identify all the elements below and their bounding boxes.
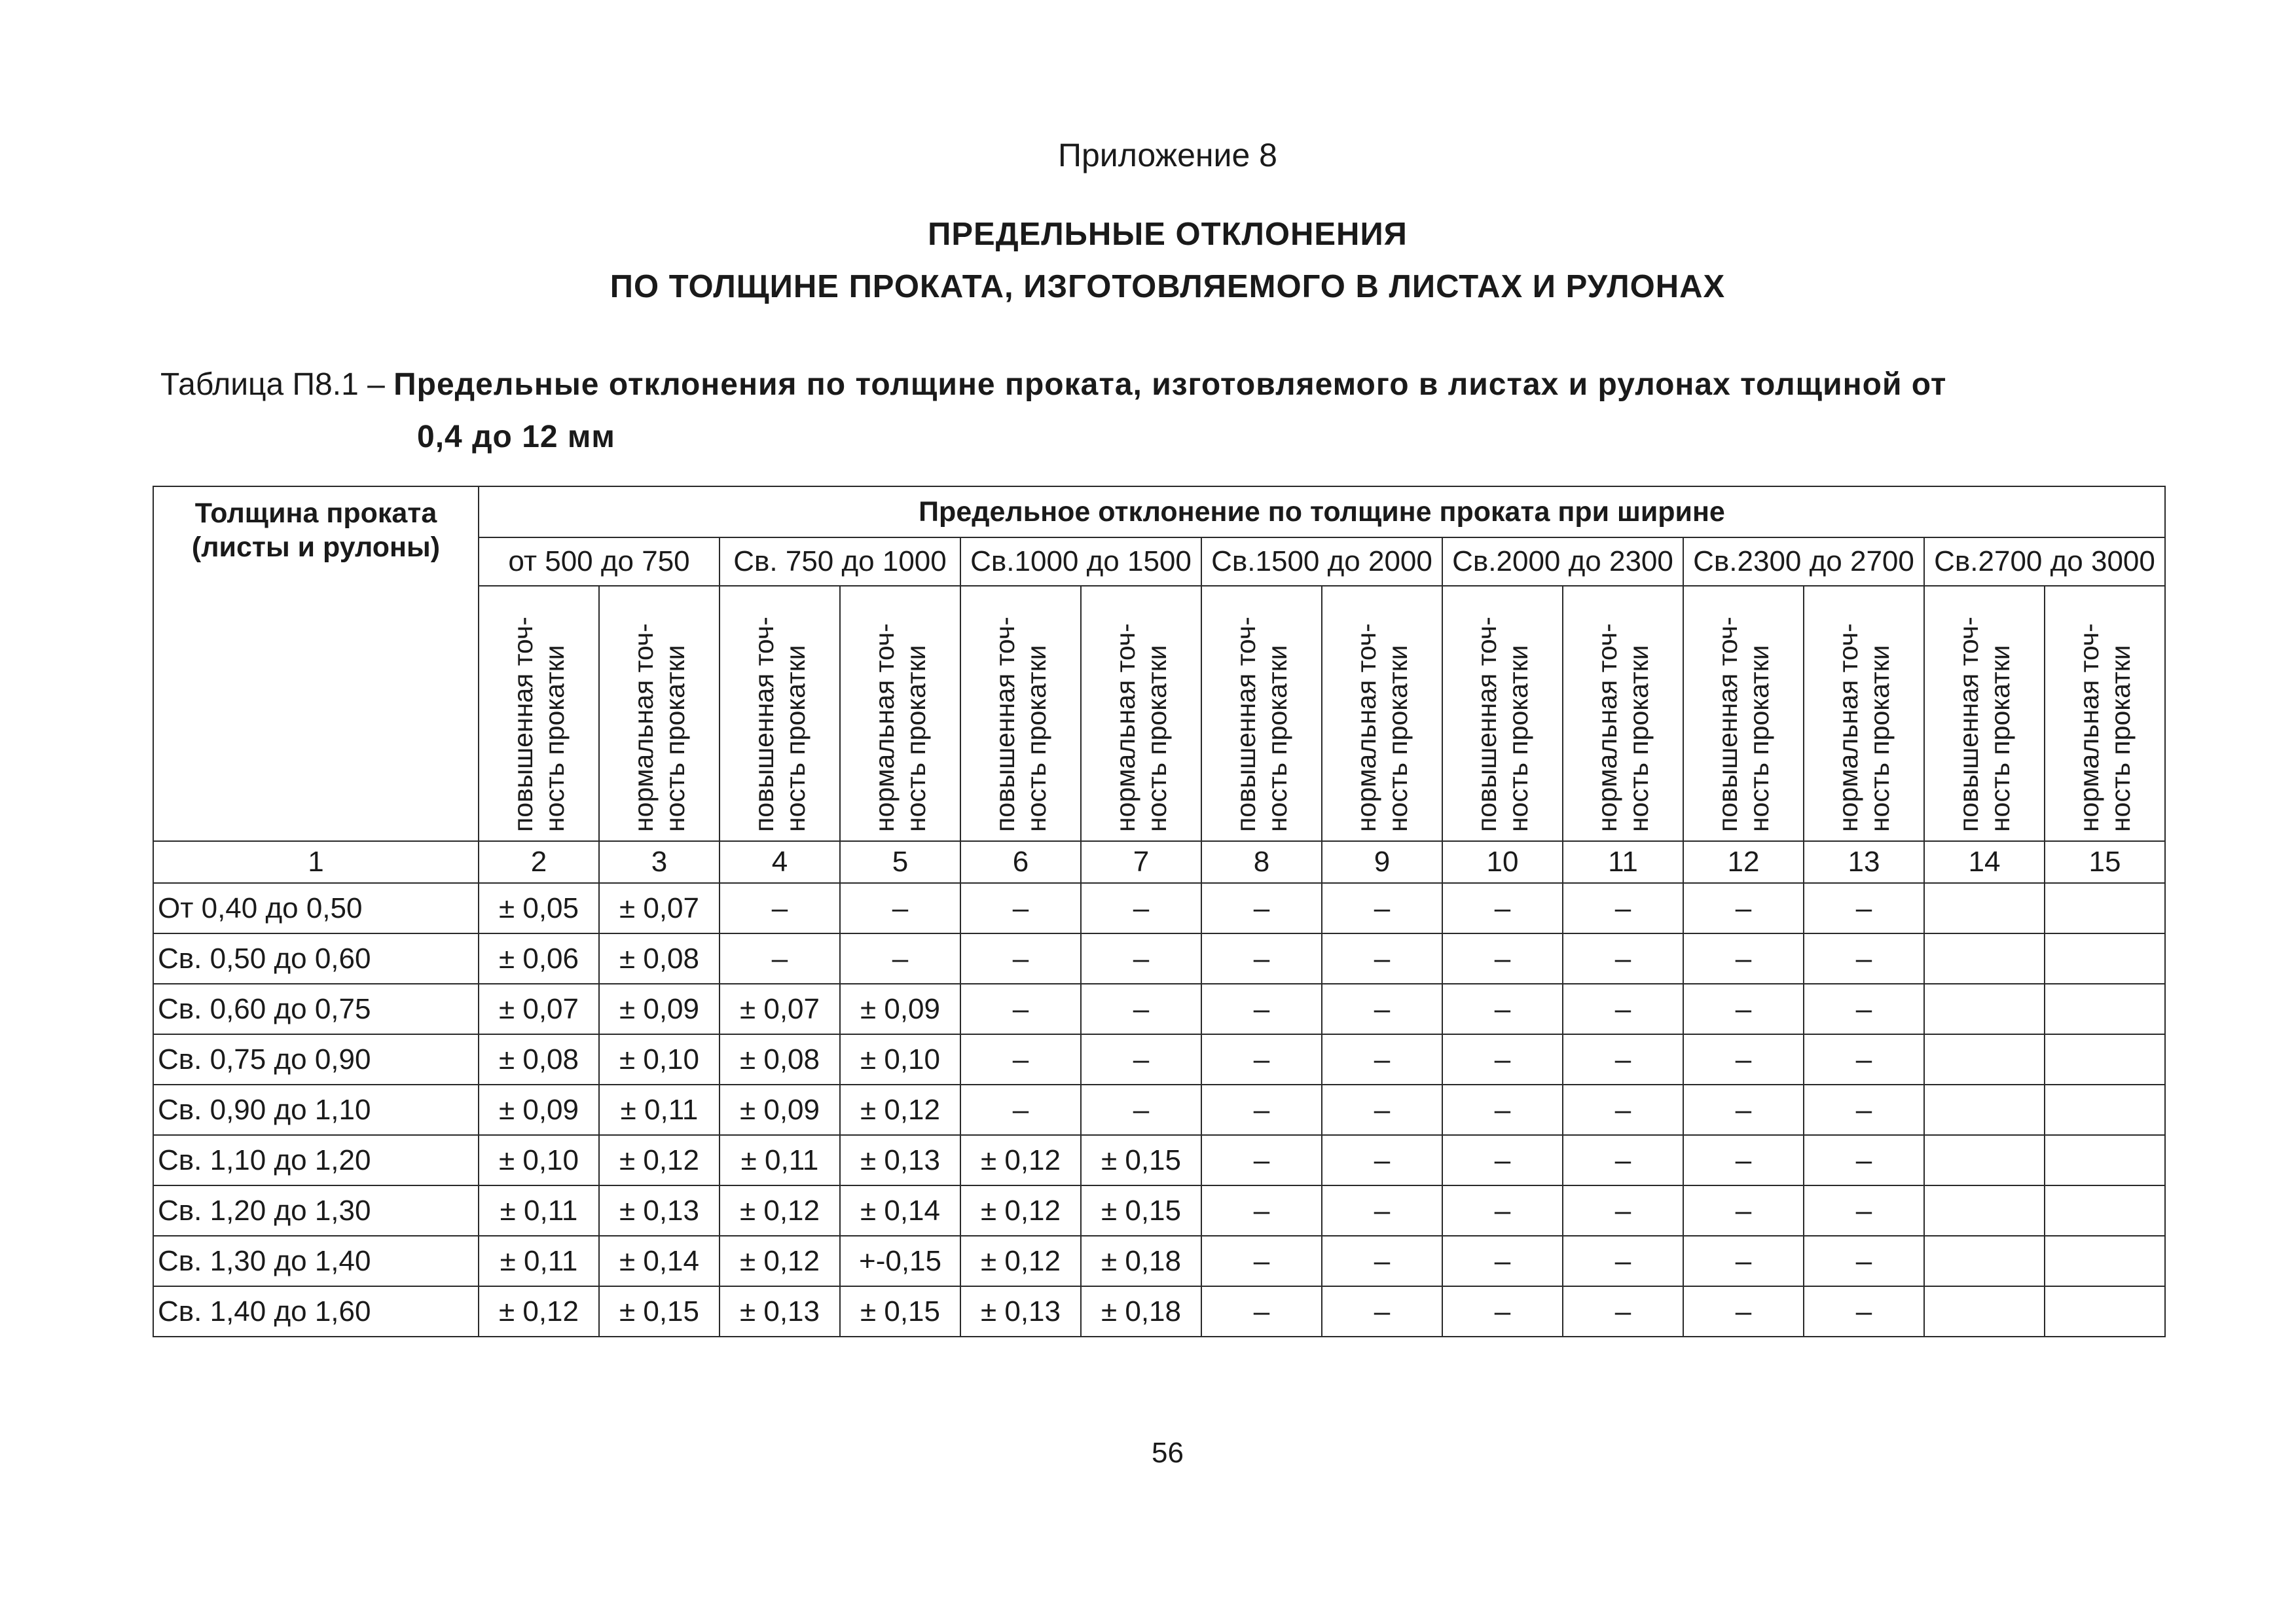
table-cell: ± 0,10 <box>479 1135 599 1185</box>
table-caption-prefix: Таблица П8.1 – <box>160 367 394 402</box>
table-cell: – <box>1201 883 1322 933</box>
table-cell: – <box>1201 1236 1322 1286</box>
row-label: Св. 0,75 до 0,90 <box>153 1034 479 1085</box>
table-cell: – <box>1683 1286 1804 1337</box>
table-cell: ± 0,12 <box>720 1185 840 1236</box>
table-cell: – <box>1442 883 1563 933</box>
accuracy-label: повышенная точ-ность прокатки <box>1472 616 1533 832</box>
table-cell: – <box>1442 1034 1563 1085</box>
row-label: Св. 0,50 до 0,60 <box>153 933 479 984</box>
accuracy-header-increased <box>1924 586 2045 841</box>
width-group-header: от 500 до 750 <box>479 537 720 586</box>
table-cell: – <box>1322 883 1442 933</box>
table-row <box>153 1135 2165 1185</box>
table-cell: – <box>1683 883 1804 933</box>
table-cell: – <box>1322 933 1442 984</box>
column-number: 4 <box>720 841 840 883</box>
table-cell <box>2045 1236 2165 1286</box>
accuracy-label: нормальная точ-ность прокатки <box>629 623 690 832</box>
table-cell <box>2045 1135 2165 1185</box>
table-cell <box>2045 1034 2165 1085</box>
table-cell: – <box>1804 1236 1924 1286</box>
deviation-table <box>153 486 2166 1337</box>
table-cell: – <box>1804 1085 1924 1135</box>
table-cell: – <box>840 883 960 933</box>
table-caption-title: Предельные отклонения по толщине проката, изготовляемого в листах и рулонах толщиной от <box>393 367 1947 402</box>
table-cell: – <box>1563 883 1683 933</box>
table-cell: – <box>1563 1135 1683 1185</box>
table-row <box>153 1185 2165 1236</box>
table-cell: – <box>1442 1286 1563 1337</box>
table-cell: ± 0,09 <box>599 984 720 1034</box>
table-cell <box>1924 1034 2045 1085</box>
table-cell <box>1924 1135 2045 1185</box>
table-cell: – <box>1563 1236 1683 1286</box>
column-number: 2 <box>479 841 599 883</box>
table-cell: – <box>1442 1135 1563 1185</box>
table-cell <box>1924 984 2045 1034</box>
row-label: Св. 0,90 до 1,10 <box>153 1085 479 1135</box>
table-cell: – <box>1322 1286 1442 1337</box>
table-row <box>153 883 2165 933</box>
accuracy-header-normal <box>1322 586 1442 841</box>
table-cell: ± 0,14 <box>599 1236 720 1286</box>
table-cell: – <box>1804 933 1924 984</box>
column-number: 3 <box>599 841 720 883</box>
table-cell: – <box>1322 1236 1442 1286</box>
table-cell <box>2045 1185 2165 1236</box>
table-cell <box>2045 984 2165 1034</box>
table-cell: – <box>1201 1135 1322 1185</box>
table-row <box>153 933 2165 984</box>
column-number: 7 <box>1081 841 1201 883</box>
table-cell: – <box>1804 1034 1924 1085</box>
table-cell: – <box>1322 984 1442 1034</box>
table-cell: – <box>1081 883 1201 933</box>
table-cell: – <box>1804 1135 1924 1185</box>
table-cell: – <box>1201 1286 1322 1337</box>
table-cell: ± 0,06 <box>479 933 599 984</box>
accuracy-header-normal <box>599 586 720 841</box>
table-cell: – <box>1322 1185 1442 1236</box>
table-cell: ± 0,13 <box>840 1135 960 1185</box>
row-label: Св. 1,20 до 1,30 <box>153 1185 479 1236</box>
table-cell: ± 0,13 <box>720 1286 840 1337</box>
table-cell <box>1924 1286 2045 1337</box>
row-label: Св. 0,60 до 0,75 <box>153 984 479 1034</box>
table-cell: ± 0,12 <box>960 1185 1081 1236</box>
table-cell: – <box>960 933 1081 984</box>
column-number: 14 <box>1924 841 2045 883</box>
accuracy-label: нормальная точ-ность прокатки <box>869 623 931 832</box>
column-number: 1 <box>153 841 479 883</box>
width-group-header: Св.1500 до 2000 <box>1201 537 1442 586</box>
accuracy-label: нормальная точ-ность прокатки <box>1110 623 1172 832</box>
width-group-header: Св.2000 до 2300 <box>1442 537 1683 586</box>
header-thickness: Толщина проката (листы и рулоны) <box>153 486 479 841</box>
table-cell: ± 0,15 <box>1081 1185 1201 1236</box>
table-cell: ± 0,13 <box>960 1286 1081 1337</box>
table-cell: ± 0,07 <box>720 984 840 1034</box>
table-row <box>153 1085 2165 1135</box>
table-cell: – <box>960 1034 1081 1085</box>
table-row <box>153 1236 2165 1286</box>
table-cell: ± 0,18 <box>1081 1236 1201 1286</box>
table-cell: ± 0,12 <box>720 1236 840 1286</box>
table-cell: – <box>1683 1236 1804 1286</box>
table-cell <box>1924 1185 2045 1236</box>
table-cell: ± 0,12 <box>960 1135 1081 1185</box>
appendix-label: Приложение 8 <box>1058 137 1277 173</box>
header-deviation: Предельное отклонение по толщине проката при ширине <box>479 486 2165 537</box>
table-cell: – <box>1804 984 1924 1034</box>
table-cell: ± 0,09 <box>840 984 960 1034</box>
table-cell: ± 0,08 <box>599 933 720 984</box>
accuracy-header-increased <box>1683 586 1804 841</box>
table-cell: – <box>1804 1286 1924 1337</box>
table-cell: – <box>1201 933 1322 984</box>
accuracy-header-increased <box>960 586 1081 841</box>
table-cell <box>2045 933 2165 984</box>
page-number: 56 <box>1152 1437 1184 1469</box>
width-group-header: Св. 750 до 1000 <box>720 537 960 586</box>
row-label: От 0,40 до 0,50 <box>153 883 479 933</box>
table-cell: – <box>720 933 840 984</box>
column-number: 9 <box>1322 841 1442 883</box>
table-cell: – <box>1683 1185 1804 1236</box>
accuracy-header-increased <box>1442 586 1563 841</box>
accuracy-header-normal <box>840 586 960 841</box>
table-cell: ± 0,08 <box>720 1034 840 1085</box>
table-cell: ± 0,10 <box>599 1034 720 1085</box>
table-cell: – <box>960 883 1081 933</box>
accuracy-header-normal <box>2045 586 2165 841</box>
table-cell: ± 0,08 <box>479 1034 599 1085</box>
table-cell <box>1924 883 2045 933</box>
table-cell: ± 0,18 <box>1081 1286 1201 1337</box>
table-cell: – <box>960 1085 1081 1135</box>
table-cell: +-0,15 <box>840 1236 960 1286</box>
table-cell: ± 0,05 <box>479 883 599 933</box>
column-number: 13 <box>1804 841 1924 883</box>
table-cell <box>2045 883 2165 933</box>
accuracy-label: повышенная точ-ность прокатки <box>1713 616 1774 832</box>
accuracy-label: нормальная точ-ность прокатки <box>1592 623 1654 832</box>
accuracy-label: нормальная точ-ность прокатки <box>1351 623 1413 832</box>
accuracy-label: повышенная точ-ность прокатки <box>990 616 1051 832</box>
column-number: 12 <box>1683 841 1804 883</box>
page-title-line1: ПРЕДЕЛЬНЫЕ ОТКЛОНЕНИЯ <box>928 217 1408 252</box>
table-cell: – <box>1201 984 1322 1034</box>
table-cell: – <box>1201 1085 1322 1135</box>
table-cell: – <box>1201 1034 1322 1085</box>
table-cell: – <box>1563 1034 1683 1085</box>
width-group-header: Св.1000 до 1500 <box>960 537 1201 586</box>
width-group-header: Св.2700 до 3000 <box>1924 537 2165 586</box>
table-cell: – <box>1322 1034 1442 1085</box>
table-cell: – <box>1683 933 1804 984</box>
table-cell: – <box>1683 1085 1804 1135</box>
table-row <box>153 984 2165 1034</box>
table-cell <box>1924 1085 2045 1135</box>
table-caption <box>160 367 1946 403</box>
table-cell <box>2045 1085 2165 1135</box>
table-cell: – <box>1563 984 1683 1034</box>
table-cell <box>2045 1286 2165 1337</box>
accuracy-label: нормальная точ-ность прокатки <box>2074 623 2136 832</box>
table-cell: ± 0,15 <box>840 1286 960 1337</box>
table-cell: – <box>840 933 960 984</box>
table-cell: ± 0,09 <box>479 1085 599 1135</box>
table-cell: ± 0,07 <box>479 984 599 1034</box>
table-cell: – <box>1563 933 1683 984</box>
column-number: 11 <box>1563 841 1683 883</box>
table-row <box>153 1286 2165 1337</box>
table-cell: – <box>1683 1034 1804 1085</box>
table-cell: – <box>1081 1085 1201 1135</box>
table-cell: ± 0,12 <box>960 1236 1081 1286</box>
column-number: 5 <box>840 841 960 883</box>
accuracy-label: повышенная точ-ность прокатки <box>749 616 811 832</box>
table-cell: – <box>1804 883 1924 933</box>
table-cell: ± 0,15 <box>1081 1135 1201 1185</box>
table-cell: – <box>1081 933 1201 984</box>
table-cell: – <box>1322 1135 1442 1185</box>
table-cell: – <box>1081 1034 1201 1085</box>
table-cell: ± 0,12 <box>840 1085 960 1135</box>
accuracy-header-increased <box>479 586 599 841</box>
table-cell: – <box>1322 1085 1442 1135</box>
table-cell: ± 0,15 <box>599 1286 720 1337</box>
table-cell: – <box>1563 1185 1683 1236</box>
table-cell: ± 0,11 <box>479 1185 599 1236</box>
table-cell: – <box>1081 984 1201 1034</box>
accuracy-label: повышенная точ-ность прокатки <box>508 616 570 832</box>
column-number: 6 <box>960 841 1081 883</box>
table-cell: ± 0,11 <box>599 1085 720 1135</box>
table-cell: ± 0,13 <box>599 1185 720 1236</box>
table-cell: – <box>960 984 1081 1034</box>
accuracy-label: нормальная точ-ность прокатки <box>1833 623 1895 832</box>
table-cell: – <box>1201 1185 1322 1236</box>
table-cell: – <box>1442 1185 1563 1236</box>
table-cell: – <box>1442 1236 1563 1286</box>
table-cell: ± 0,14 <box>840 1185 960 1236</box>
column-number: 10 <box>1442 841 1563 883</box>
table-cell: – <box>1442 984 1563 1034</box>
table-cell: ± 0,10 <box>840 1034 960 1085</box>
accuracy-header-increased <box>1201 586 1322 841</box>
width-group-header: Св.2300 до 2700 <box>1683 537 1924 586</box>
table-cell: – <box>1683 984 1804 1034</box>
table-cell: – <box>1442 933 1563 984</box>
page-title-line2: ПО ТОЛЩИНЕ ПРОКАТА, ИЗГОТОВЛЯЕМОГО В ЛИСТАХ И РУЛОНАХ <box>610 269 1726 304</box>
table-cell: – <box>720 883 840 933</box>
row-label: Св. 1,40 до 1,60 <box>153 1286 479 1337</box>
accuracy-header-normal <box>1804 586 1924 841</box>
table-cell: – <box>1563 1085 1683 1135</box>
accuracy-header-normal <box>1563 586 1683 841</box>
table-cell: – <box>1563 1286 1683 1337</box>
table-cell <box>1924 933 2045 984</box>
accuracy-header-increased <box>720 586 840 841</box>
table-cell <box>1924 1236 2045 1286</box>
table-cell: ± 0,11 <box>720 1135 840 1185</box>
accuracy-label: повышенная точ-ность прокатки <box>1231 616 1292 832</box>
table-row <box>153 1034 2165 1085</box>
table-cell: – <box>1442 1085 1563 1135</box>
table-cell: – <box>1804 1185 1924 1236</box>
column-number: 8 <box>1201 841 1322 883</box>
table-cell: ± 0,12 <box>479 1286 599 1337</box>
table-cell: ± 0,07 <box>599 883 720 933</box>
column-number: 15 <box>2045 841 2165 883</box>
row-label: Св. 1,10 до 1,20 <box>153 1135 479 1185</box>
table-cell: ± 0,12 <box>599 1135 720 1185</box>
accuracy-header-normal <box>1081 586 1201 841</box>
table-cell: – <box>1683 1135 1804 1185</box>
table-caption-title-cont: 0,4 до 12 мм <box>417 420 615 454</box>
accuracy-label: повышенная точ-ность прокатки <box>1954 616 2015 832</box>
table-cell: ± 0,11 <box>479 1236 599 1286</box>
row-label: Св. 1,30 до 1,40 <box>153 1236 479 1286</box>
table-cell: ± 0,09 <box>720 1085 840 1135</box>
